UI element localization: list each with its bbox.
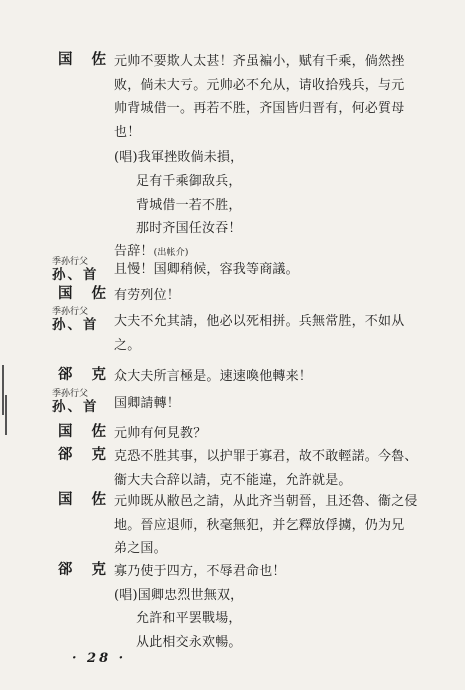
dialogue-text (114, 560, 424, 584)
text-line: 克恐不胜其事，以护罪于寡君，故不敢輕諾。今魯、 (114, 449, 418, 464)
speaker-main: 孙、首 (52, 267, 99, 283)
text-line: 元帅不要欺人太甚！齐虽褊小，赋有千乘，倘然挫 (114, 54, 405, 69)
text-line: 弟之国。 (114, 541, 167, 556)
speaker-name: 国 佐 (58, 285, 114, 302)
text-line: 足有千乘御敌兵， (136, 174, 242, 189)
text-line: 衞大夫合辞以請，克不能違，允許就是。 (114, 472, 352, 488)
speaker-main: 孙、首 (52, 399, 99, 415)
speaker-name: 郤 克 (58, 561, 114, 578)
text-line: 寡乃使于四方，不辱君命也！ (114, 564, 286, 579)
speaker-name: 郤 克 (58, 366, 114, 383)
speaker-name: 国 佐 (58, 423, 114, 440)
page-number: · 28 · (72, 651, 127, 666)
dialogue-text (114, 584, 424, 608)
dialogue-text (114, 392, 424, 416)
text-line: 败，倘未大亏。元帅必不允从，请收拾残兵，与元 (114, 77, 405, 93)
dialogue-text (114, 607, 424, 654)
text-line: (唱)国卿忠烈世無双， (114, 588, 244, 603)
text-line: 背城借一若不胜， (136, 197, 242, 213)
text-line: 元帅有何見教？ (114, 426, 207, 441)
text-line: 也！ (114, 124, 141, 140)
dialogue-text (114, 445, 424, 492)
text-line: 帅背城借一。再若不胜，齐国皆归晋有，何必質母 (114, 101, 405, 116)
edge-bar (2, 365, 4, 415)
text-segment: 告辞！ (114, 244, 154, 259)
text-line: 允許和平罢戰場， (136, 611, 242, 626)
speaker-name (52, 306, 112, 332)
text-line: 众大夫所言極是。速速喚他轉来！ (114, 369, 313, 384)
text-line: 之。 (114, 337, 141, 353)
speaker-name: 郤 克 (58, 446, 114, 463)
edge-bar (5, 395, 7, 435)
dialogue-text (114, 310, 424, 357)
dialogue-text (114, 258, 424, 282)
dialogue-text (114, 50, 424, 144)
stage-direction: (出帐介) (153, 248, 189, 258)
dialogue-text (114, 146, 424, 170)
text-line: 大夫不允其請，他必以死相拼。兵無常胜，不如从 (114, 314, 405, 329)
speaker-name: 国 佐 (58, 491, 114, 508)
speaker-name (52, 256, 112, 282)
dialogue-text (114, 284, 424, 308)
speaker-note: 季孙行父 (52, 389, 89, 399)
speaker-name: 国 佐 (58, 51, 114, 68)
speaker-note: 季孙行父 (52, 257, 89, 267)
speaker-main: 孙、首 (52, 317, 99, 333)
text-line: 地。晉应退师，秋毫無犯，并乞釋放俘擄，仍为兄 (114, 517, 405, 533)
speaker-note: 季孙行父 (52, 307, 89, 317)
dialogue-text (114, 422, 424, 446)
text-line: 国卿請轉！ (114, 396, 181, 411)
text-line: 元帅既从敝邑之請，从此齐当朝晉，且还魯、衞之侵 (114, 494, 418, 509)
speaker-name (52, 388, 112, 414)
text-line: (唱)我軍挫敗倘未損， (114, 150, 244, 165)
text-line: 有劳列位！ (114, 288, 181, 303)
dialogue-text (114, 365, 424, 389)
text-line: 从此相交永欢暢。 (136, 634, 242, 650)
text-line: 那时齐国任汝吞！ (136, 221, 242, 236)
text-line: 且慢！国卿稍候，容我等商議。 (114, 262, 299, 277)
dialogue-text (114, 490, 424, 561)
dialogue-text (114, 170, 424, 241)
